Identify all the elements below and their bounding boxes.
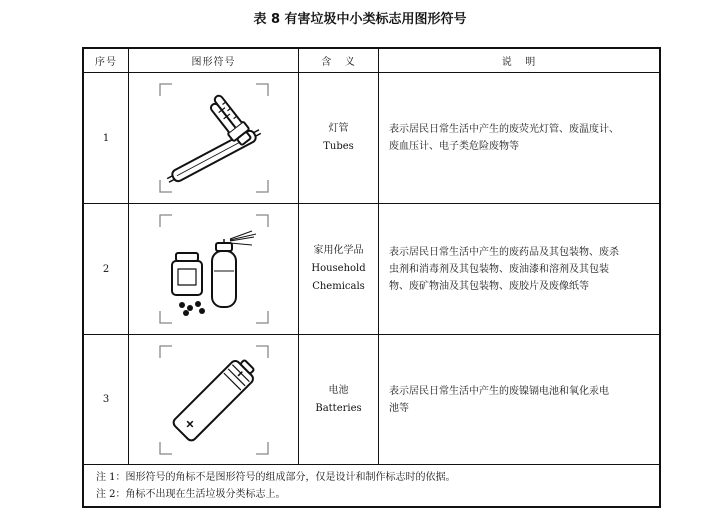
- meaning-en: Batteries: [315, 402, 362, 414]
- meaning-cn: 灯管: [328, 123, 349, 134]
- description-cell: [379, 204, 659, 334]
- header-symbol: 图形符号: [129, 49, 299, 72]
- symbol-table: [82, 47, 661, 508]
- description-cell: [379, 335, 659, 464]
- description-line: 废血压计、电子类危险废物等: [389, 141, 519, 152]
- description-line: 表示居民日常生活中产生的废药品及其包装物、废杀: [389, 246, 619, 258]
- note-2: 注 2：角标不出现在生活垃圾分类标志上。: [96, 489, 286, 500]
- fluorescent-tube-bulb-icon: [154, 78, 274, 198]
- meaning-cell: [299, 204, 379, 334]
- meaning-en: Household: [311, 263, 366, 274]
- table-notes: [84, 465, 659, 507]
- table-row: [84, 73, 659, 204]
- meaning-en: Tubes: [323, 141, 354, 152]
- meaning-cn: 电池: [328, 384, 349, 396]
- description-line: 表示居民日常生活中产生的废荧光灯管、废温度计、: [389, 124, 619, 135]
- row-number: 2: [84, 204, 129, 334]
- description-line: 虫剂和消毒剂及其包装物、废油漆和溶剂及其包装: [389, 263, 609, 275]
- battery-icon: [154, 340, 274, 460]
- chemicals-bottle-spray-icon: [154, 209, 274, 329]
- header-description: 说 明: [501, 57, 537, 68]
- note-1: 注 1：图形符号的角标不是图形符号的组成部分，仅是设计和制作标志时的依据。: [96, 472, 456, 483]
- description-line: 表示居民日常生活中产生的废镍镉电池和氧化汞电: [389, 385, 609, 397]
- description-line: 池等: [389, 402, 409, 414]
- description-line: 物、废矿物油及其包装物、废胶片及废像纸等: [389, 280, 589, 292]
- symbol-cell: [129, 73, 299, 203]
- row-number: 1: [84, 73, 129, 203]
- meaning-en: Chemicals: [312, 281, 365, 292]
- header-meaning: 含 义: [299, 49, 379, 72]
- description-cell: [379, 73, 659, 203]
- header-no: 序号: [84, 49, 129, 72]
- row-number: 3: [84, 335, 129, 464]
- symbol-cell: [129, 204, 299, 334]
- meaning-cell: [299, 73, 379, 203]
- meaning-cn: 家用化学品: [313, 245, 364, 256]
- meaning-cell: [299, 335, 379, 464]
- table-header-row: [84, 49, 659, 73]
- table-title: 表 8 有害垃圾中小类标志用图形符号: [253, 12, 467, 27]
- symbol-cell: [129, 335, 299, 464]
- table-row: [84, 204, 659, 335]
- table-row: [84, 335, 659, 465]
